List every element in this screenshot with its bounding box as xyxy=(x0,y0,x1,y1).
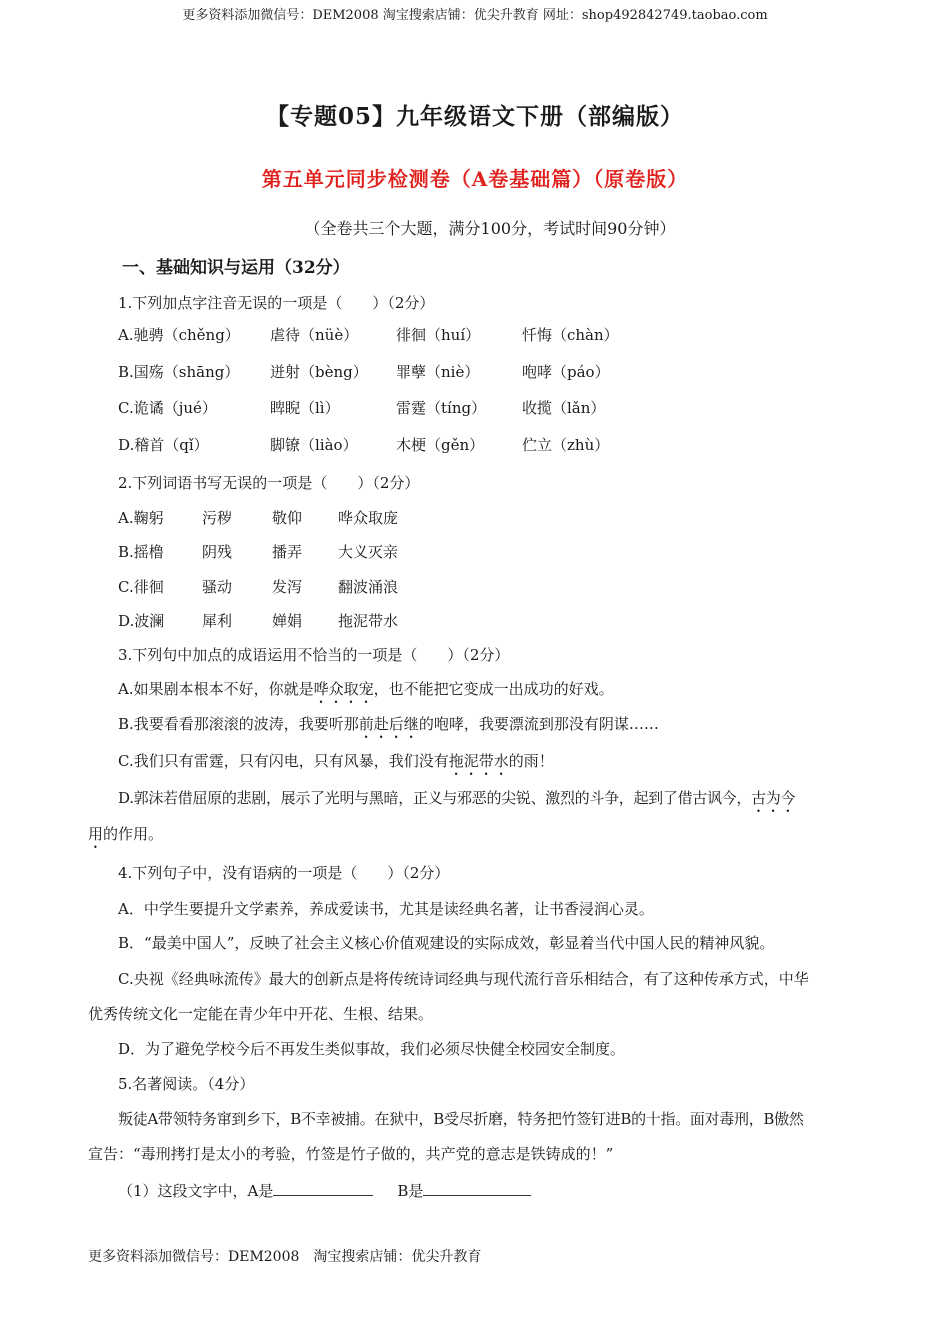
q1-option-b xyxy=(118,361,610,382)
answer-blank-b[interactable] xyxy=(423,1181,531,1196)
q1-option-d xyxy=(118,434,609,455)
q2-option-d xyxy=(118,610,398,631)
q4-option-d: D．为了避免学校今后不再发生类似事故，我们必须尽快健全校园安全制度。 xyxy=(118,1040,626,1058)
q3-a-pre: A.如果剧本根本不好，你就是 xyxy=(118,680,314,698)
answer-blank-a[interactable] xyxy=(273,1181,373,1196)
q5-sub1-label-b: B是 xyxy=(397,1182,424,1200)
q2-b-4: 大义灭亲 xyxy=(338,543,399,561)
q2-b-3: 播弄 xyxy=(272,543,303,561)
page-footer: 更多资料添加微信号：DEM2008 淘宝搜索店铺：优尖升教育 xyxy=(88,1249,482,1265)
q3-b-pre: B.我要看看那滚滚的波涛，我要听那 xyxy=(118,715,359,733)
q2-d-3: 婵娟 xyxy=(272,612,303,630)
q1-stem: 1.下列加点字注音无误的一项是（ ）（2分） xyxy=(118,294,435,312)
q2-b-1: B.摇橹 xyxy=(118,543,164,561)
q4-option-c-line2: 优秀传统文化一定能在青少年中开花、生根、结果。 xyxy=(88,1005,434,1023)
q1-a-2: 虐待（nüè） xyxy=(270,326,359,344)
q2-c-4: 翻波涌浪 xyxy=(338,578,399,596)
exam-note: （全卷共三个大题，满分100分，考试时间90分钟） xyxy=(304,219,676,238)
page-title: 【专题05】九年级语文下册（部编版） xyxy=(265,103,684,130)
q1-d-4: 伫立（zhù） xyxy=(522,436,610,454)
q1-b-2: 迸射（bèng） xyxy=(270,363,368,381)
q3-option-a xyxy=(118,678,614,707)
q3-a-post: ，也不能把它变成一出成功的好戏。 xyxy=(373,680,614,698)
q3-d-pre: D.郭沫若借屈原的悲剧，展示了光明与黑暗，正义与邪恶的尖锐、激烈的斗争，起到了借古讽今， xyxy=(118,789,752,807)
q2-d-1: D.波澜 xyxy=(118,612,165,630)
q3-c-idiom: 拖泥带水 xyxy=(448,752,509,770)
section-heading: 一、基础知识与运用（32分） xyxy=(122,258,350,278)
q3-d-idiom-part2: 用 xyxy=(88,825,104,843)
q5-passage-line2: 宣告：“毒刑拷打是太小的考验，竹签是竹子做的，共产党的意志是铁铸成的！” xyxy=(88,1145,614,1163)
q2-stem: 2.下列词语书写无误的一项是（ ）（2分） xyxy=(118,474,420,492)
q3-b-post: 的咆哮，我要漂流到那没有阴谋…… xyxy=(418,715,659,733)
q2-d-4: 拖泥带水 xyxy=(338,612,399,630)
q1-b-4: 咆哮（páo） xyxy=(522,363,610,381)
q1-b-3: 罪孽（niè） xyxy=(396,363,480,381)
q1-option-a xyxy=(118,324,619,345)
q2-a-3: 敬仰 xyxy=(272,509,303,527)
q2-c-1: C.徘徊 xyxy=(118,578,164,596)
q2-b-2: 阴残 xyxy=(202,543,233,561)
q3-b-idiom: 前赴后继 xyxy=(358,715,419,733)
q3-d-post: 的作用。 xyxy=(103,825,164,843)
page-subtitle: 第五单元同步检测卷（A卷基础篇）（原卷版） xyxy=(261,167,689,191)
q3-option-d-line1 xyxy=(118,787,795,816)
q1-b-1: B.国殇（shāng） xyxy=(118,363,240,381)
q5-subquestion-1 xyxy=(118,1180,531,1201)
q2-option-b xyxy=(118,541,398,562)
q1-a-1: A.驰骋（chěng） xyxy=(118,326,240,344)
q4-stem: 4.下列句子中，没有语病的一项是（ ）（2分） xyxy=(118,864,450,882)
q2-option-c xyxy=(118,576,398,597)
q1-c-4: 收揽（lǎn） xyxy=(522,399,606,417)
q2-a-1: A.鞠躬 xyxy=(118,509,164,527)
q3-c-post: 的雨！ xyxy=(508,752,554,770)
q1-a-3: 徘徊（huí） xyxy=(396,326,481,344)
q4-option-b: B．“最美中国人”，反映了社会主义核心价值观建设的实际成效，彰显着当代中国人民的精神风貌。 xyxy=(118,934,775,952)
q2-option-a xyxy=(118,507,398,528)
q1-d-1: D.稽首（qǐ） xyxy=(118,436,209,454)
q3-d-idiom-part1: 古为今 xyxy=(751,789,796,807)
q3-option-d-line2 xyxy=(88,823,163,852)
q4-option-a: A．中学生要提升文学素养，养成爱读书，尤其是读经典名著，让书香浸润心灵。 xyxy=(118,900,654,918)
q1-c-2: 睥睨（lì） xyxy=(270,399,340,417)
q3-option-b xyxy=(118,713,659,742)
q3-option-c xyxy=(118,750,554,779)
q2-d-2: 犀利 xyxy=(202,612,233,630)
q3-c-pre: C.我们只有雷霆，只有闪电，只有风暴，我们没有 xyxy=(118,752,449,770)
q1-c-1: C.诡谲（jué） xyxy=(118,399,217,417)
q3-stem: 3.下列句中加点的成语运用不恰当的一项是（ ）（2分） xyxy=(118,646,510,664)
page-header: 更多资料添加微信号：DEM2008 淘宝搜索店铺：优尖升教育 网址：shop492842749.taobao.com xyxy=(182,8,768,23)
q5-sub1-label-a: （1）这段文字中，A是 xyxy=(118,1182,274,1200)
q5-stem: 5.名著阅读。（4分） xyxy=(118,1075,255,1093)
q1-option-c xyxy=(118,397,605,418)
q2-a-2: 污秽 xyxy=(202,509,233,527)
q5-passage-line1: 叛徒A带领特务窜到乡下，B不幸被捕。在狱中，B受尽折磨，特务把竹签钉进B的十指。面对毒刑，B傲然 xyxy=(118,1110,804,1128)
q3-a-idiom: 哗众取宠 xyxy=(313,680,374,698)
q4-option-c-line1: C.央视《经典咏流传》最大的创新点是将传统诗词经典与现代流行音乐相结合，有了这种传承方式，中华 xyxy=(118,970,809,988)
q1-d-2: 脚镣（liào） xyxy=(270,436,358,454)
q1-d-3: 木梗（gěn） xyxy=(396,436,485,454)
q2-a-4: 哗众取庞 xyxy=(338,509,399,527)
q1-a-4: 忏悔（chàn） xyxy=(522,326,619,344)
q2-c-2: 骚动 xyxy=(202,578,233,596)
q1-c-3: 雷霆（tíng） xyxy=(396,399,487,417)
q2-c-3: 发泻 xyxy=(272,578,303,596)
